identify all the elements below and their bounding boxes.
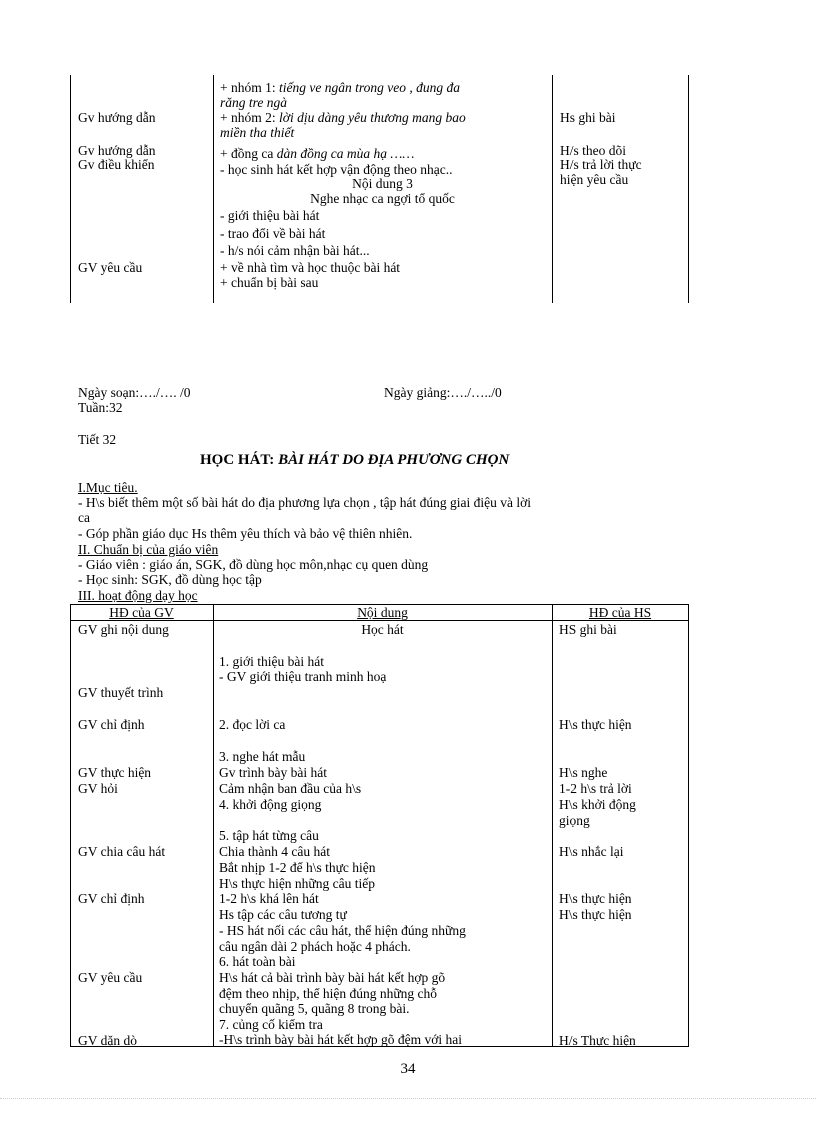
top-content-line: + về nhà tìm và học thuộc bài hát bbox=[220, 260, 401, 275]
hs-cell: H\s thực hiện bbox=[559, 891, 632, 906]
content-line: H\s thực hiện những câu tiếp bbox=[219, 876, 375, 891]
main-table-border-left bbox=[70, 604, 71, 1046]
top-content-line: miền tha thiết bbox=[220, 125, 295, 140]
top-content-line: + nhóm 1: tiếng ve ngân trong veo , đung đa bbox=[220, 80, 460, 95]
content-line: 3. nghe hát mẫu bbox=[219, 749, 306, 764]
content-line: -H\s trình bày bài hát kết hợp gõ đệm với hai bbox=[219, 1032, 462, 1047]
content-line: 1-2 h\s khá lên hát bbox=[219, 891, 319, 906]
section-1-line: - H\s biết thêm một số bài hát do địa phương lựa chọn , tập hát đúng giai điệu và lời bbox=[78, 495, 531, 510]
table-header-noidung: Nội dung bbox=[357, 605, 408, 620]
table-header-gv: HĐ của GV bbox=[109, 605, 174, 620]
hs-cell: H\s khởi động bbox=[559, 797, 636, 812]
ngay-soan: Ngày soạn:…./…. /0 bbox=[78, 385, 191, 400]
content-line: Gv trình bày bài hát bbox=[219, 765, 327, 780]
content-line: 6. hát toàn bài bbox=[219, 954, 296, 969]
hs-cell: H/s Thực hiện bbox=[559, 1033, 636, 1048]
content-line: 1. giới thiệu bài hát bbox=[219, 654, 324, 669]
section-2-line: - Học sinh: SGK, đồ dùng học tập bbox=[78, 572, 262, 587]
top-content-line: - giới thiệu bài hát bbox=[220, 208, 320, 223]
top-content-heading: Nội dung 3 bbox=[352, 176, 413, 191]
top-hs-cell: H/s trả lời thực bbox=[560, 157, 642, 172]
content-line: - GV giới thiệu tranh minh hoạ bbox=[219, 669, 387, 684]
top-content-line: + chuẩn bị bài sau bbox=[220, 275, 319, 290]
lesson-title: HỌC HÁT: BÀI HÁT DO ĐỊA PHƯƠNG CHỌN bbox=[200, 452, 510, 468]
top-gv-cell: Gv điều khiển bbox=[78, 157, 155, 172]
top-content-line: - h/s nói cảm nhận bài hát... bbox=[220, 243, 370, 258]
section-1-line: ca bbox=[78, 510, 90, 525]
gv-cell: GV thực hiện bbox=[78, 765, 152, 780]
page-number: 34 bbox=[400, 1061, 416, 1077]
gv-cell: GV hỏi bbox=[78, 781, 118, 796]
content-line: Chia thành 4 câu hát bbox=[219, 844, 330, 859]
top-content-line: - học sinh hát kết hợp vận động theo nhạc.. bbox=[220, 162, 453, 177]
top-table-border-left bbox=[70, 75, 71, 303]
hs-cell: H\s thực hiện bbox=[559, 907, 632, 922]
gv-cell: GV ghi nội dung bbox=[78, 622, 169, 637]
gv-cell: GV chỉ định bbox=[78, 717, 145, 732]
gv-cell: GV chia câu hát bbox=[78, 844, 166, 859]
ngay-giang: Ngày giảng:…./…../0 bbox=[384, 385, 502, 400]
top-content-line: + đồng ca dàn đồng ca mùa hạ …… bbox=[220, 146, 415, 161]
table-header-hs: HĐ của HS bbox=[588, 605, 652, 620]
hs-cell: HS ghi bài bbox=[559, 622, 617, 637]
top-hs-cell: H/s theo dõi bbox=[560, 143, 626, 158]
content-line: 5. tập hát từng câu bbox=[219, 828, 319, 843]
section-1-line: - Góp phần giáo dục Hs thêm yêu thích và bảo vệ thiên nhiên. bbox=[78, 526, 413, 541]
hs-cell: H\s nhắc lại bbox=[559, 844, 624, 859]
top-gv-cell: Gv hướng dẫn bbox=[78, 143, 156, 158]
content-line: 7. củng cố kiểm tra bbox=[219, 1017, 323, 1032]
main-table-header-rule bbox=[70, 620, 689, 621]
main-table-border-2 bbox=[552, 604, 553, 1046]
main-table-border-right bbox=[688, 604, 689, 1046]
section-2-line: - Giáo viên : giáo án, SGK, đồ dùng học môn,nhạc cụ quen dùng bbox=[78, 557, 429, 572]
gv-cell: GV chỉ định bbox=[78, 891, 145, 906]
gv-cell: GV thuyết trình bbox=[78, 685, 164, 700]
content-line: H\s hát cả bài trình bày bài hát kết hợp gõ bbox=[219, 970, 446, 985]
page-bottom-separator bbox=[0, 1098, 816, 1099]
gv-cell: GV yêu cầu bbox=[78, 970, 143, 985]
gv-cell: GV dặn dò bbox=[78, 1033, 137, 1048]
top-gv-cell: GV yêu cầu bbox=[78, 260, 143, 275]
main-table-border-1 bbox=[213, 604, 214, 1046]
top-table-border-right bbox=[688, 75, 689, 303]
tiet: Tiết 32 bbox=[78, 432, 117, 447]
top-content-heading: Nghe nhạc ca ngợi tổ quốc bbox=[310, 191, 455, 206]
hs-cell: H\s thực hiện bbox=[559, 717, 632, 732]
content-line: Hs tập các câu tương tự bbox=[219, 907, 347, 922]
content-line: 2. đọc lời ca bbox=[219, 717, 286, 732]
hs-cell: 1-2 h\s trả lời bbox=[559, 781, 632, 796]
section-3-heading: III. hoạt động dạy học bbox=[78, 588, 198, 603]
section-2-heading: II. Chuẩn bị của giáo viên bbox=[78, 542, 219, 557]
content-line: đệm theo nhịp, thể hiện đúng những chỗ bbox=[219, 986, 438, 1001]
content-line: câu ngân dài 2 phách hoặc 4 phách. bbox=[219, 939, 411, 954]
content-line: 4. khởi động giọng bbox=[219, 797, 322, 812]
top-hs-cell: hiện yêu cầu bbox=[560, 172, 629, 187]
section-1-heading: I.Mục tiêu. bbox=[78, 480, 138, 495]
content-line: Cảm nhận ban đầu của h\s bbox=[219, 781, 362, 796]
top-gv-cell: Gv hướng dẫn bbox=[78, 110, 156, 125]
content-heading: Học hát bbox=[361, 622, 404, 637]
top-content-line: + nhóm 2: lời dịu dàng yêu thương mang bao bbox=[220, 110, 466, 125]
content-line: chuyển quãng 5, quãng 8 trong bài. bbox=[219, 1001, 410, 1016]
top-table-border-2 bbox=[552, 75, 553, 303]
content-line: - HS hát nối các câu hát, thể hiện đúng những bbox=[219, 923, 466, 938]
top-content-line: - trao đổi về bài hát bbox=[220, 226, 326, 241]
top-content-line: răng tre ngà bbox=[220, 95, 287, 110]
hs-cell: H\s nghe bbox=[559, 765, 608, 780]
content-line: Bắt nhịp 1-2 để h\s thực hiện bbox=[219, 860, 376, 875]
hs-cell: giọng bbox=[559, 813, 590, 828]
top-hs-cell: Hs ghi bài bbox=[560, 110, 616, 125]
tuan: Tuần:32 bbox=[78, 400, 123, 415]
